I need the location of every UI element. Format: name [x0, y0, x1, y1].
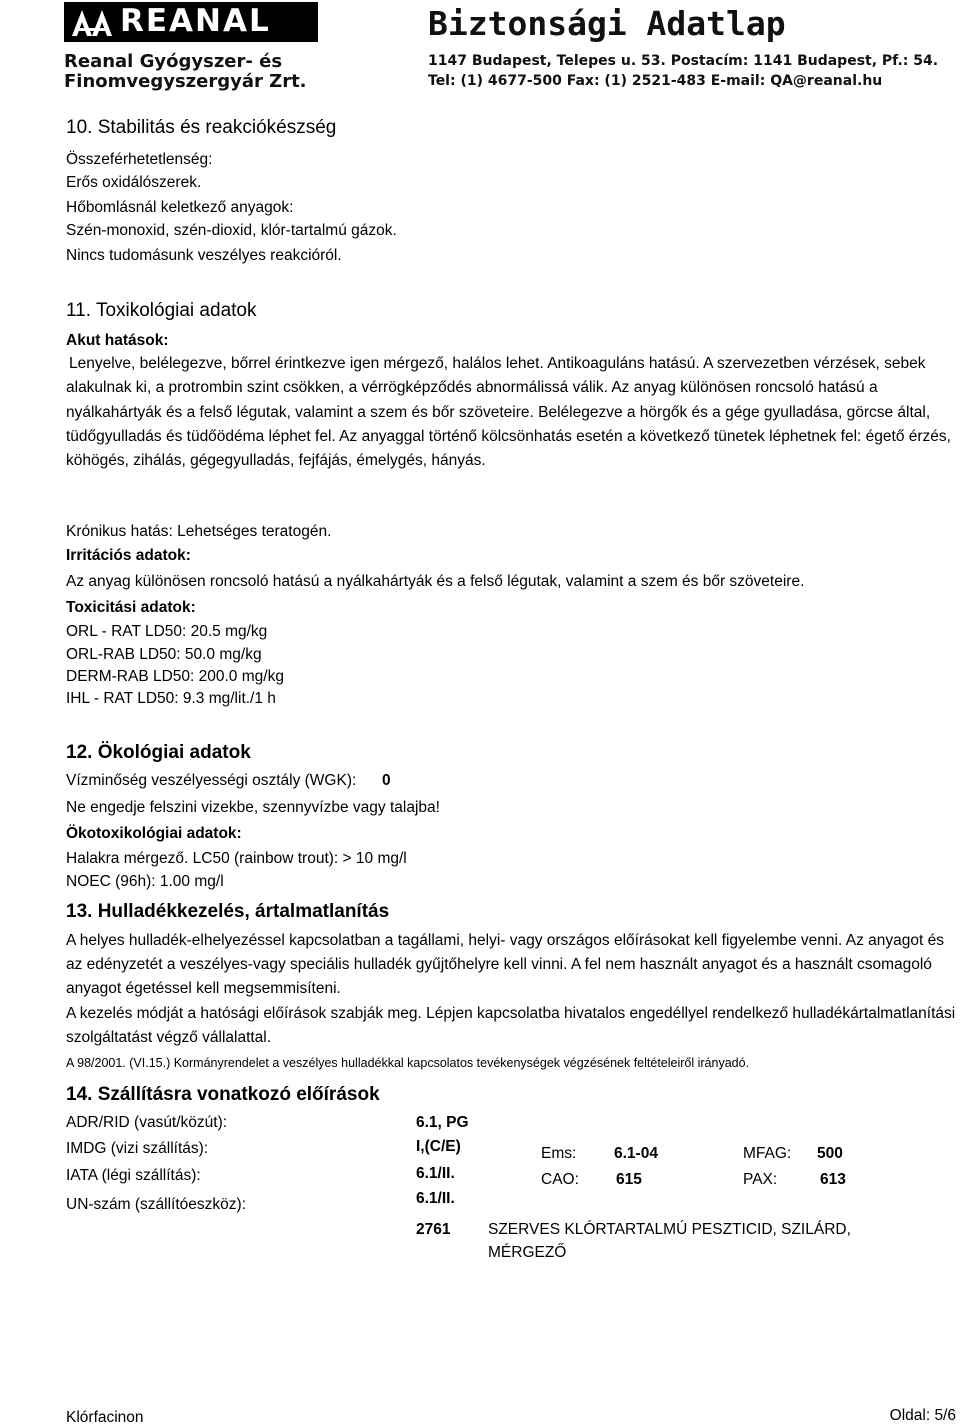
disposal-regulation: A 98/2001. (VI.15.) Kormányrendelet a veszélyes hulladékkal kapcsolatos tevékenységek végzésének feltételeiről irányadó. — [66, 1056, 750, 1070]
un-class-value: 6.1/II. — [416, 1190, 455, 1207]
wgk-value: 0 — [382, 772, 391, 789]
reactions-note: Nincs tudomásunk veszélyes reakcióról. — [66, 247, 342, 264]
cao-value: 615 — [616, 1171, 642, 1188]
toxicity-value: ORL - RAT LD50: 20.5 mg/kg — [66, 623, 268, 640]
ems-value: 6.1-04 — [614, 1145, 658, 1162]
footer-product-name: Klórfacinon — [66, 1409, 144, 1426]
irritation-label: Irritációs adatok: — [66, 547, 191, 564]
environment-warning: Ne engedje felszini vizekbe, szennyvízbe vagy talajba! — [66, 799, 440, 816]
ecotox-label: Ökotoxikológiai adatok: — [66, 825, 242, 842]
cao-label: CAO: — [541, 1171, 579, 1188]
footer-page-number: Oldal: 5/6 — [889, 1407, 956, 1424]
acute-effects-label: Akut hatások: — [66, 332, 169, 349]
adr-label: ADR/RID (vasút/közút): — [66, 1114, 228, 1131]
toxicity-value: ORL-RAB LD50: 50.0 mg/kg — [66, 646, 262, 663]
pax-value: 613 — [820, 1171, 846, 1188]
ecotox-noec: NOEC (96h): 1.00 mg/l — [66, 873, 224, 890]
ems-label: Ems: — [541, 1145, 577, 1162]
toxicity-value: DERM-RAB LD50: 200.0 mg/kg — [66, 668, 284, 685]
company-contact: Tel: (1) 4677-500 Fax: (1) 2521-483 E-mail: QA@reanal.hu — [428, 73, 883, 89]
decomposition-label: Hőbomlásnál keletkező anyagok: — [66, 199, 294, 216]
document-title: Biztonsági Adatlap — [428, 4, 786, 43]
irritation-text: Az anyag különösen roncsoló hatású a nyálkahártyák és a felső légutak, valamint a szem és bőr szöveteire. — [66, 573, 805, 590]
iata-value: 6.1/II. — [416, 1165, 455, 1182]
un-number: 2761 — [416, 1221, 451, 1238]
section-13-title: 13. Hulladékkezelés, ártalmatlanítás — [66, 901, 390, 922]
toxicity-label: Toxicitási adatok: — [66, 599, 196, 616]
toxicity-value: IHL - RAT LD50: 9.3 mg/lit./1 h — [66, 690, 276, 707]
section-14-title: 14. Szállításra vonatkozó előírások — [66, 1084, 380, 1105]
section-11-title: 11. Toxikológiai adatok — [66, 300, 257, 321]
un-name-line1: SZERVES KLÓRTARTALMÚ PESZTICID, SZILÁRD, — [488, 1221, 851, 1238]
incompatibility-label: Összeférhetetlenség: — [66, 151, 213, 168]
pax-label: PAX: — [743, 1171, 778, 1188]
disposal-paragraph-2: A kezelés módját a hatósági előírások szabják meg. Lépjen kapcsolatba hivatalos engedéllyel rendelkező hulladékártalmatlanítási szolgáltatást végző vállalattal. — [66, 1005, 956, 1046]
un-label: UN-szám (szállítóeszköz): — [66, 1196, 246, 1213]
company-logo — [64, 2, 318, 42]
incompatibility-value: Erős oxidálószerek. — [66, 174, 202, 191]
logo-text: REANAL — [120, 3, 271, 39]
chronic-effect: Krónikus hatás: Lehetséges teratogén. — [66, 523, 332, 540]
section-12-title: 12. Ökológiai adatok — [66, 742, 251, 763]
mfag-value: 500 — [817, 1145, 843, 1162]
mfag-label: MFAG: — [743, 1145, 792, 1162]
decomposition-value: Szén-monoxid, szén-dioxid, klór-tartalmú gázok. — [66, 222, 397, 239]
company-name-line2: Finomvegyszergyár Zrt. — [64, 71, 307, 92]
adr-value: 6.1, PG — [416, 1114, 469, 1131]
wgk-label: Vízminőség veszélyességi osztály (WGK): — [66, 772, 357, 789]
company-address: 1147 Budapest, Telepes u. 53. Postacím: 1141 Budapest, Pf.: 54. — [428, 53, 939, 69]
disposal-paragraph-1: A helyes hulladék-elhelyezéssel kapcsolatban a tagállami, helyi- vagy országos előírásokat kell figyelembe venni. Az anyagot és az edényzetét a veszélyes-vagy speciális hulladék gyűjtőhelyre kell vinni. A fel nem használt anyagot és a használt csomagoló anyagot égetéssel kell megsemmisíteni. — [66, 932, 944, 997]
iata-label: IATA (légi szállítás): — [66, 1167, 201, 1184]
acute-effects-text: Lenyelve, belélegezve, bőrrel érintkezve igen mérgező, halálos lehet. Antikoaguláns hatású. A szervezetben vérzések, sebek alakulnak ki, a protrombin szint csökken, a vérrögképződés abnormálissá válik. Az anyag különösen roncsoló hatású a nyálkahártyák és a felső légutak, valamint a szem és bőr szöveteire. Belélegezve a hörgők és a gége gyulladása, görcse által, tüdőgyulladás és tüdőödéma léphet fel. Az anyaggal történő kölcsönhatás esetén a következő tünetek léphetnek fel: égető érzés, köhögés, zihálás, gégegyulladás, fejfájás, émelygés, hányás. — [66, 355, 951, 470]
imdg-value: I,(C/E) — [416, 1138, 461, 1155]
section-10-title: 10. Stabilitás és reakciókészség — [66, 117, 337, 138]
un-name-line2: MÉRGEZŐ — [488, 1244, 567, 1261]
company-name-line1: Reanal Gyógyszer- és — [64, 51, 283, 72]
reanal-logo-icon — [70, 6, 114, 38]
ecotox-fish: Halakra mérgező. LC50 (rainbow trout): > 10 mg/l — [66, 850, 407, 867]
imdg-label: IMDG (vizi szállítás): — [66, 1140, 209, 1157]
